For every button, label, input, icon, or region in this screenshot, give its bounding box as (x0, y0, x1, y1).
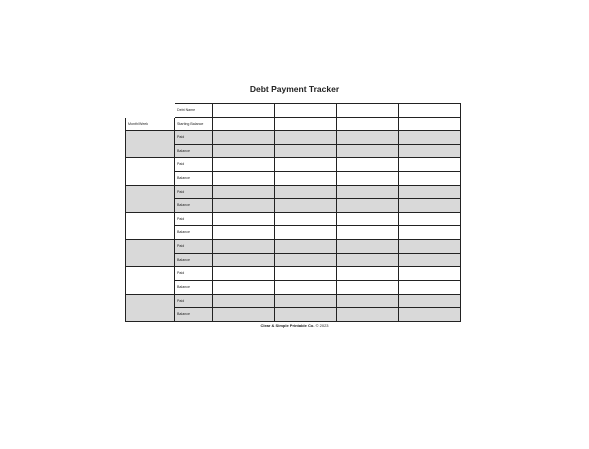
paid-input-1[interactable] (213, 186, 275, 200)
paid-label: Paid (175, 131, 213, 145)
paid-input-4[interactable] (399, 267, 461, 281)
corner-blank-cell (125, 103, 175, 118)
balance-input-4[interactable] (399, 308, 461, 322)
paid-label: Paid (175, 295, 213, 309)
balance-input-4[interactable] (399, 199, 461, 213)
paid-input-4[interactable] (399, 240, 461, 254)
paid-input-2[interactable] (275, 158, 337, 172)
paid-input-2[interactable] (275, 240, 337, 254)
paid-input-4[interactable] (399, 295, 461, 309)
month-week-input[interactable] (126, 295, 175, 322)
paid-input-2[interactable] (275, 267, 337, 281)
debt-name-input-2[interactable] (275, 104, 337, 118)
month-week-input[interactable] (126, 186, 175, 213)
paid-input-4[interactable] (399, 158, 461, 172)
month-week-input[interactable] (126, 240, 175, 267)
month-week-input[interactable] (126, 267, 175, 294)
paid-input-3[interactable] (337, 295, 399, 309)
balance-input-1[interactable] (213, 226, 275, 240)
paid-input-2[interactable] (275, 186, 337, 200)
balance-input-2[interactable] (275, 172, 337, 186)
debt-tracker-table (125, 103, 461, 322)
paid-label: Paid (175, 213, 213, 227)
paid-input-3[interactable] (337, 213, 399, 227)
balance-input-2[interactable] (275, 145, 337, 159)
balance-input-4[interactable] (399, 145, 461, 159)
paid-label: Paid (175, 158, 213, 172)
month-week-header: Month/Week (126, 118, 175, 132)
starting-balance-input-2[interactable] (275, 118, 337, 132)
debt-name-input-3[interactable] (337, 104, 399, 118)
balance-input-3[interactable] (337, 281, 399, 295)
month-week-input[interactable] (126, 213, 175, 240)
balance-input-3[interactable] (337, 226, 399, 240)
debt-name-label: Debt Name (175, 104, 213, 118)
balance-input-4[interactable] (399, 281, 461, 295)
balance-input-4[interactable] (399, 254, 461, 268)
balance-input-1[interactable] (213, 281, 275, 295)
footer-credit (0, 323, 589, 328)
starting-balance-input-3[interactable] (337, 118, 399, 132)
balance-label: Balance (175, 172, 213, 186)
balance-label: Balance (175, 226, 213, 240)
paid-input-3[interactable] (337, 186, 399, 200)
balance-label: Balance (175, 308, 213, 322)
paid-input-1[interactable] (213, 267, 275, 281)
paid-input-1[interactable] (213, 158, 275, 172)
balance-input-1[interactable] (213, 308, 275, 322)
footer-brand: Clear & Simple Printable Co. (260, 323, 315, 328)
paid-input-3[interactable] (337, 267, 399, 281)
balance-input-1[interactable] (213, 199, 275, 213)
balance-label: Balance (175, 281, 213, 295)
balance-label: Balance (175, 145, 213, 159)
paid-label: Paid (175, 186, 213, 200)
paid-input-3[interactable] (337, 240, 399, 254)
balance-input-3[interactable] (337, 145, 399, 159)
balance-input-2[interactable] (275, 226, 337, 240)
debt-name-input-1[interactable] (213, 104, 275, 118)
balance-input-3[interactable] (337, 308, 399, 322)
paid-input-4[interactable] (399, 186, 461, 200)
month-week-input[interactable] (126, 131, 175, 158)
paid-label: Paid (175, 240, 213, 254)
balance-input-4[interactable] (399, 226, 461, 240)
starting-balance-input-1[interactable] (213, 118, 275, 132)
balance-input-1[interactable] (213, 172, 275, 186)
balance-input-2[interactable] (275, 281, 337, 295)
paid-input-1[interactable] (213, 240, 275, 254)
paid-input-1[interactable] (213, 131, 275, 145)
paid-input-2[interactable] (275, 131, 337, 145)
balance-input-2[interactable] (275, 254, 337, 268)
paid-input-1[interactable] (213, 295, 275, 309)
balance-input-3[interactable] (337, 199, 399, 213)
paid-input-1[interactable] (213, 213, 275, 227)
paid-input-2[interactable] (275, 213, 337, 227)
balance-input-1[interactable] (213, 145, 275, 159)
debt-name-input-4[interactable] (399, 104, 461, 118)
paid-input-3[interactable] (337, 131, 399, 145)
paid-label: Paid (175, 267, 213, 281)
balance-input-4[interactable] (399, 172, 461, 186)
balance-label: Balance (175, 199, 213, 213)
balance-input-1[interactable] (213, 254, 275, 268)
balance-input-3[interactable] (337, 172, 399, 186)
paid-input-3[interactable] (337, 158, 399, 172)
paid-input-4[interactable] (399, 131, 461, 145)
paid-input-2[interactable] (275, 295, 337, 309)
balance-input-2[interactable] (275, 308, 337, 322)
balance-input-2[interactable] (275, 199, 337, 213)
starting-balance-input-4[interactable] (399, 118, 461, 132)
month-week-input[interactable] (126, 158, 175, 185)
balance-input-3[interactable] (337, 254, 399, 268)
balance-label: Balance (175, 254, 213, 268)
paid-input-4[interactable] (399, 213, 461, 227)
page-title: Debt Payment Tracker (249, 84, 340, 94)
starting-balance-label: Starting Balance (175, 118, 213, 132)
footer-copyright: © 2023 (315, 323, 329, 328)
